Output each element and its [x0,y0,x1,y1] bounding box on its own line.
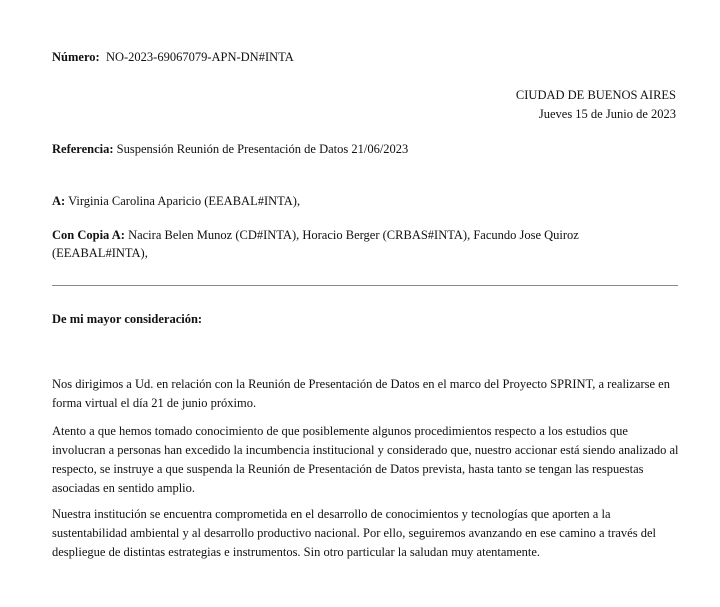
reference-value: Suspensión Reunión de Presentación de Datos 21/06/2023 [116,142,409,156]
city: CIUDAD DE BUENOS AIRES [515,88,676,102]
recipient-value: Virginia Carolina Aparicio (EEABAL#INTA), [68,194,301,208]
greeting: De mi mayor consideración: [52,312,203,326]
paragraph-1: Nos dirigimos a Ud. en relación con la Reunión de Presentación de Datos en el marco del Proyecto SPRINT, a realizarse en forma virtual el día 21 de junio próximo. [52,377,670,410]
paragraph-3: Nuestra institución se encuentra comprometida en el desarrollo de conocimientos y tecnologías que aporten a la sustentabilidad ambiental y al desarrollo productivo nacional. Por ello, seguiremos avanzando en ese camino a través del despliegue de distintas estrategias e instrumentos. Sin otro particular la saludan muy atentamente. [52,507,656,559]
copy-value-line1: Nacira Belen Munoz (CD#INTA), Horacio Berger (CRBAS#INTA), Facundo Jose Quiroz [128,228,579,242]
copy-recipients [52,229,579,242]
document-number [52,51,294,64]
reference [52,143,408,156]
document-date: Jueves 15 de Junio de 2023 [538,107,676,121]
document-number-value: NO-2023-69067079-APN-DN#INTA [105,50,294,64]
paragraph-2: Atento a que hemos tomado conocimiento de que posiblemente algunos procedimientos respecto a los estudios que involucran a personas han excedido la incumbencia institucional y considerado que, nuestro accionar está siendo analizado al respecto, se instruye a que suspenda la Reunión de Presentación de Datos prevista, hasta tanto se tengan las respuestas asociadas en sentido amplio. [52,424,679,495]
reference-label: Referencia: [52,142,114,156]
divider [52,285,678,286]
copy-label: Con Copia A: [52,228,125,242]
copy-value-line2: (EEABAL#INTA), [52,246,148,260]
recipient [52,195,300,208]
recipient-label: A: [52,194,66,208]
document-number-label: Número: [52,50,100,64]
